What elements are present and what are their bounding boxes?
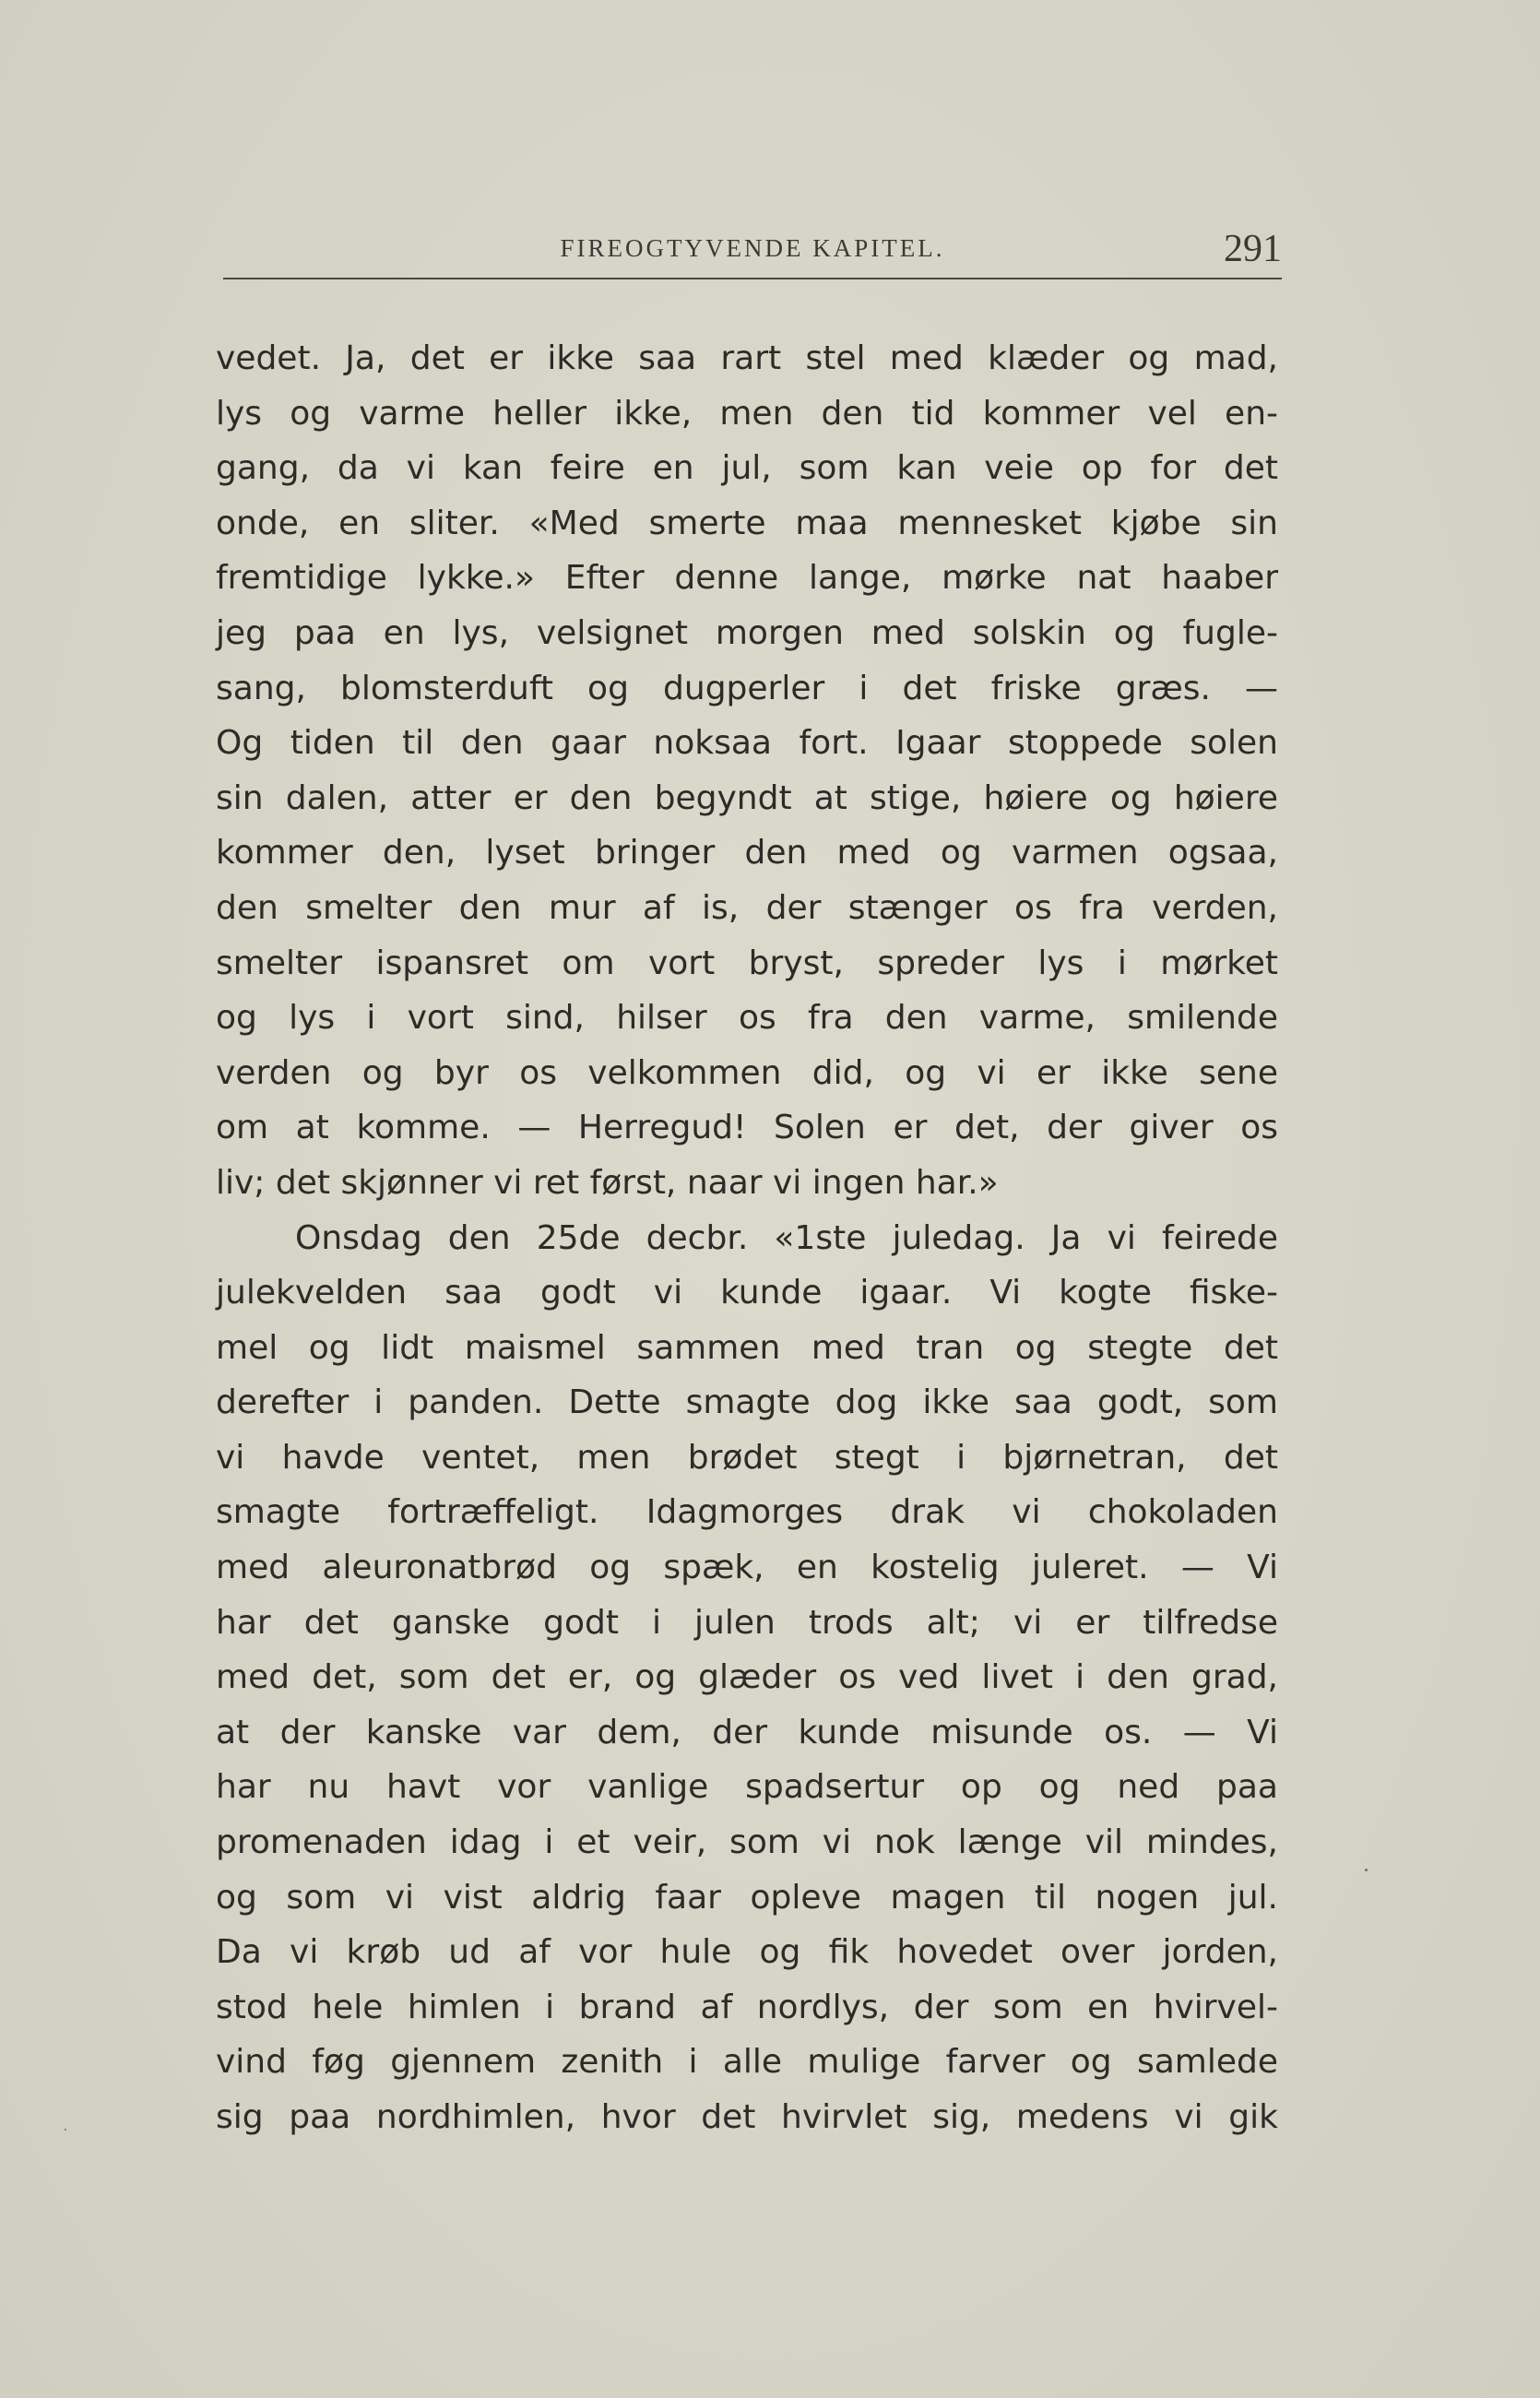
text-line: Da vi krøb ud af vor hule og fik hovedet over jorden, [216, 1933, 1278, 1972]
paper-speck [1365, 1869, 1368, 1871]
text-line: smelter ispansret om vort bryst, spreder lys i mørket [216, 944, 1278, 982]
text-line: og lys i vort sind, hilser os fra den varme, smilende [216, 999, 1278, 1038]
text-line: har det ganske godt i julen trods alt; vi er tilfredse [216, 1603, 1278, 1642]
text-line: verden og byr os velkommen did, og vi er ikke sene [216, 1053, 1278, 1092]
header-rule [223, 278, 1282, 279]
body-text [216, 331, 1278, 2145]
text-line: vind føg gjennem zenith i alle mulige farver og samlede [216, 2043, 1278, 2082]
text-line: derefter i panden. Dette smagte dog ikke saa godt, som [216, 1383, 1278, 1422]
page-number: 291 [1224, 228, 1282, 270]
text-line: promenaden idag i et veir, som vi nok længe vil mindes, [216, 1823, 1278, 1862]
text-line: vi havde ventet, men brødet stegt i bjørnetran, det [216, 1438, 1278, 1477]
text-line: med aleuronatbrød og spæk, en kostelig juleret. — Vi [216, 1549, 1278, 1587]
text-line: onde, en sliter. «Med smerte maa mennesket kjøbe sin [216, 504, 1278, 542]
text-line: lys og varme heller ikke, men den tid kommer vel en- [216, 394, 1278, 433]
text-line: smagte fortræffeligt. Idagmorges drak vi chokoladen [216, 1493, 1278, 1532]
text-line: stod hele himlen i brand af nordlys, der som en hvirvel- [216, 1988, 1278, 2026]
paper-speck [65, 2129, 66, 2131]
text-line: julekvelden saa godt vi kunde igaar. Vi kogte fiske- [216, 1274, 1278, 1312]
text-line: sin dalen, atter er den begyndt at stige, høiere og høiere [216, 778, 1278, 817]
text-line: at der kanske var dem, der kunde misunde os. — Vi [216, 1713, 1278, 1751]
text-line: gang, da vi kan feire en jul, som kan veie op for det [216, 449, 1278, 488]
text-line: Og tiden til den gaar noksaa fort. Igaar stoppede solen [216, 724, 1278, 763]
text-line: sang, blomsterduft og dugperler i det friske græs. — [216, 669, 1278, 707]
text-line: om at komme. — Herregud! Solen er det, der giver os [216, 1109, 1278, 1147]
running-title: FIREOGTYVENDE KAPITEL. [560, 234, 945, 262]
text-line: Onsdag den 25de decbr. «1ste juledag. Ja vi feirede [295, 1218, 1278, 1257]
text-line: liv; det skjønner vi ret først, naar vi ingen har.» [216, 1163, 999, 1202]
text-line: har nu havt vor vanlige spadsertur op og ned paa [216, 1768, 1278, 1807]
text-line: jeg paa en lys, velsignet morgen med solskin og fugle- [216, 613, 1278, 652]
text-line: mel og lidt maismel sammen med tran og stegte det [216, 1328, 1278, 1367]
text-line: vedet. Ja, det er ikke saa rart stel med klæder og mad, [216, 339, 1278, 377]
running-head [223, 227, 1282, 273]
text-line: sig paa nordhimlen, hvor det hvirvlet sig, medens vi gik [216, 2098, 1278, 2136]
text-line: fremtidige lykke.» Efter denne lange, mørke nat haaber [216, 559, 1278, 598]
text-line: med det, som det er, og glæder os ved livet i den grad, [216, 1658, 1278, 1697]
text-line: den smelter den mur af is, der stænger os fra verden, [216, 888, 1278, 927]
text-line: kommer den, lyset bringer den med og varmen ogsaa, [216, 834, 1278, 873]
text-line: og som vi vist aldrig faar opleve magen til nogen jul. [216, 1878, 1278, 1917]
